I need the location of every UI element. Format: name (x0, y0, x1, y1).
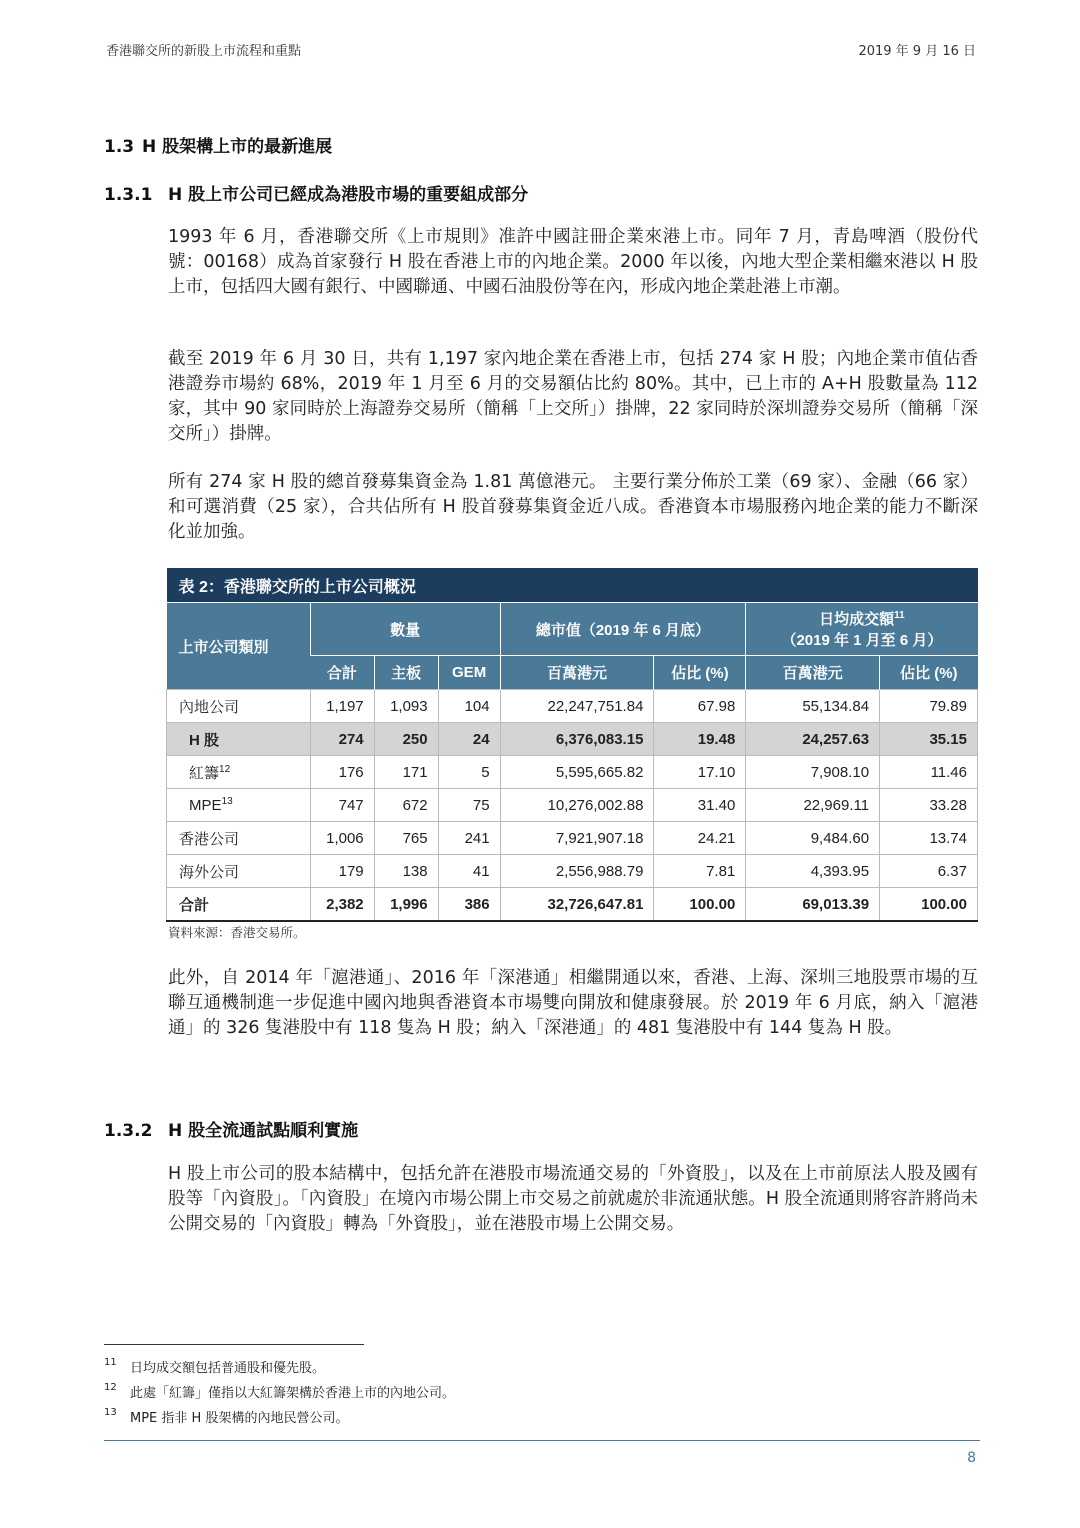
table-cell: 24 (438, 723, 500, 756)
table-cell: 747 (310, 789, 374, 822)
subsection-heading-1 (104, 180, 528, 205)
header-turnover (746, 603, 978, 656)
subheader-pct-mktcap: 佔比 (%) (654, 656, 746, 690)
subheader-hkd-mktcap: 百萬港元 (500, 656, 654, 690)
table-cell: 250 (374, 723, 438, 756)
table-cell: 24.21 (654, 822, 746, 855)
paragraph-2: 截至 2019 年 6 月 30 日，共有 1,197 家內地企業在香港上市，包括 274 家 H 股；內地企業市值佔香港證券市場約 68%，2019 年 1 月至 6 月的交易額佔比約 80%。其中，已上市的 A+H 股數量為 112 家，其中 90 家同時於上海證券交易所（簡稱「上交所」）掛牌，22 家同時於深圳證券交易所（簡稱「深交所」）掛牌。 (168, 349, 978, 444)
table-cell: 1,197 (310, 690, 374, 723)
footnote (104, 1357, 325, 1376)
footnote-number: 12 (104, 1382, 117, 1393)
table-cell: 100.00 (654, 888, 746, 922)
table-cell: 179 (310, 855, 374, 888)
footnote-text: 此處「紅籌」僅指以大紅籌架構於香港上市的內地公司。 (130, 1386, 456, 1401)
table-cell: 67.98 (654, 690, 746, 723)
subsection-number: 1.3.1 (104, 185, 153, 205)
table-cell: 765 (374, 822, 438, 855)
table-cell: 31.40 (654, 789, 746, 822)
subheader-pct-turnover: 佔比 (%) (880, 656, 978, 690)
row-label: H 股 (167, 723, 311, 756)
table-cell: 19.48 (654, 723, 746, 756)
table-title: 表 2：香港聯交所的上市公司概況 (167, 568, 978, 603)
table-cell: 7,921,907.18 (500, 822, 654, 855)
subheader-total: 合計 (310, 656, 374, 690)
table-row (167, 822, 978, 855)
table-cell: 4,393.95 (746, 855, 880, 888)
footer-rule (104, 1440, 980, 1441)
table-cell: 75 (438, 789, 500, 822)
table-cell: 104 (438, 690, 500, 723)
table-cell: 138 (374, 855, 438, 888)
table-cell: 2,556,988.79 (500, 855, 654, 888)
running-header-title: 香港聯交所的新股上市流程和重點 (106, 44, 302, 59)
paragraph-4: 此外，自 2014 年「滬港通」、2016 年「深港通」相繼開通以來，香港、上海、深圳三地股票市場的互聯互通機制進一步促進中國內地與香港資本市場雙向開放和健康發展。於 2019 年 6 月底，納入「滬港通」的 326 隻港股中有 118 隻為 H 股；納入「深港通」的 481 隻港股中有 144 隻為 H 股。 (168, 968, 978, 1038)
table-cell: 5,595,665.82 (500, 756, 654, 789)
table-cell: 176 (310, 756, 374, 789)
table-cell: 9,484.60 (746, 822, 880, 855)
subsection-title: H 股上市公司已經成為港股市場的重要組成部分 (168, 185, 529, 205)
header-count: 數量 (310, 603, 500, 656)
footnote-number: 13 (104, 1407, 117, 1418)
table-cell: 22,969.11 (746, 789, 880, 822)
row-label: 合計 (167, 888, 311, 922)
row-label: 香港公司 (167, 822, 311, 855)
table-cell: 1,093 (374, 690, 438, 723)
table-cell: 79.89 (880, 690, 978, 723)
footnote-ref: 12 (219, 763, 231, 775)
table-row (167, 888, 978, 922)
running-header-date: 2019 年 9 月 16 日 (858, 44, 976, 59)
row-label: 內地公司 (167, 690, 311, 723)
table-cell: 1,996 (374, 888, 438, 922)
subsection-heading-2 (104, 1116, 358, 1141)
paragraph-1: 1993 年 6 月，香港聯交所《上市規則》准許中國註冊企業來港上市。同年 7 月，青島啤酒（股份代號：00168）成為首家發行 H 股在香港上市的內地企業。2000 年以後，內地大型企業相繼來港以 H 股上市，包括四大國有銀行、中國聯通、中國石油股份等在內，形成內地企業赴港上市潮。 (168, 227, 978, 297)
subheader-hkd-turnover: 百萬港元 (746, 656, 880, 690)
table-cell: 100.00 (880, 888, 978, 922)
table-cell: 24,257.63 (746, 723, 880, 756)
table-row (167, 723, 978, 756)
table-cell: 13.74 (880, 822, 978, 855)
table-cell: 11.46 (880, 756, 978, 789)
table-cell: 41 (438, 855, 500, 888)
table-row (167, 756, 978, 789)
footnote-ref: 11 (894, 610, 905, 621)
subsection-title: H 股全流通試點順利實施 (168, 1121, 359, 1141)
table-cell: 55,134.84 (746, 690, 880, 723)
header-market-cap: 總市值（2019 年 6 月底） (500, 603, 746, 656)
table-cell: 69,013.39 (746, 888, 880, 922)
subheader-gem: GEM (438, 656, 500, 690)
listed-companies-table (166, 568, 978, 922)
table-cell: 171 (374, 756, 438, 789)
subsection-number: 1.3.2 (104, 1121, 153, 1141)
table-cell: 6,376,083.15 (500, 723, 654, 756)
table-cell: 386 (438, 888, 500, 922)
table-cell: 672 (374, 789, 438, 822)
table-cell: 33.28 (880, 789, 978, 822)
table-row (167, 855, 978, 888)
paragraph-3: 所有 274 家 H 股的總首發募集資金為 1.81 萬億港元。 主要行業分佈於工業（69 家）、金融（66 家）和可選消費（25 家），合共佔所有 H 股首發募集資金近八成。香港資本市場服務內地企業的能力不斷深化並加強。 (168, 472, 978, 542)
table-cell: 17.10 (654, 756, 746, 789)
table-cell: 1,006 (310, 822, 374, 855)
subheader-main-board: 主板 (374, 656, 438, 690)
footnote-number: 11 (104, 1357, 117, 1368)
row-label: MPE$^{13}$ (167, 789, 311, 822)
table-cell: 6.37 (880, 855, 978, 888)
table-cell: 274 (310, 723, 374, 756)
table-cell: 2,382 (310, 888, 374, 922)
section-title: H 股架構上市的最新進展 (142, 137, 333, 157)
section-heading (104, 132, 332, 157)
section-number: 1.3 (104, 137, 135, 157)
footnote (104, 1407, 348, 1426)
table-row (167, 789, 978, 822)
table-row (167, 690, 978, 723)
table-cell: 22,247,751.84 (500, 690, 654, 723)
header-turnover-label: 日均成交額 (819, 611, 895, 628)
table-cell: 32,726,647.81 (500, 888, 654, 922)
table-cell: 5 (438, 756, 500, 789)
page-number: 8 (967, 1450, 976, 1466)
paragraph-5: H 股上市公司的股本結構中，包括允許在港股市場流通交易的「外資股」，以及在上市前原法人股及國有股等「內資股」。「內資股」在境內市場公開上市交易之前就處於非流通狀態。H 股全流通則將容許將尚未公開交易的「內資股」轉為「外資股」，並在港股市場上公開交易。 (168, 1164, 978, 1234)
footnote-text: 日均成交額包括普通股和優先股。 (130, 1361, 326, 1376)
table-cell: 241 (438, 822, 500, 855)
row-label: 紅籌$^{12}$ (167, 756, 311, 789)
table-cell: 7,908.10 (746, 756, 880, 789)
header-turnover-period: （2019 年 1 月至 6 月） (781, 632, 943, 649)
footnote-ref: 13 (221, 796, 233, 807)
table-cell: 35.15 (880, 723, 978, 756)
table-cell: 7.81 (654, 855, 746, 888)
footnote-divider (104, 1344, 364, 1345)
table-cell: 10,276,002.88 (500, 789, 654, 822)
row-label: 海外公司 (167, 855, 311, 888)
table-source: 資料來源：香港交易所。 (168, 925, 306, 940)
footnote-text: MPE 指非 H 股架構的內地民營公司。 (130, 1411, 349, 1426)
header-category: 上市公司類別 (167, 603, 311, 690)
footnote (104, 1382, 455, 1401)
